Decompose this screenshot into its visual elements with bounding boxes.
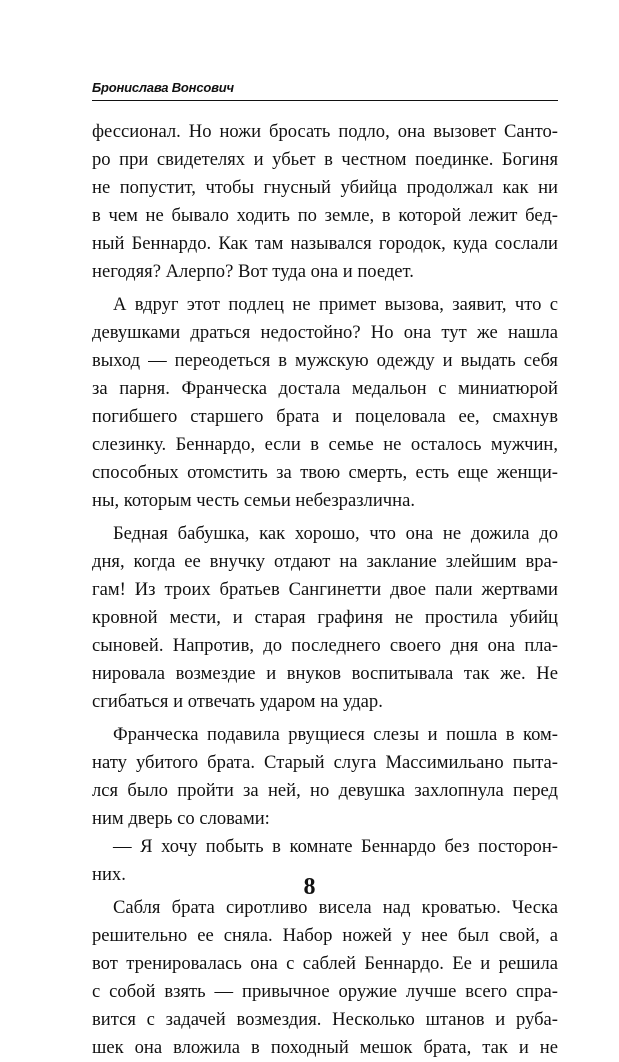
text-line: за парня. Франческа достала медальон с миниатюрой bbox=[92, 378, 558, 399]
text-line: в чем не бывало ходить по земле, в которой лежит бед- bbox=[92, 205, 558, 226]
paragraph bbox=[92, 291, 558, 515]
text-line: девушками драться недостойно? Но она тут же нашла bbox=[92, 322, 558, 343]
text-line: не попустит, чтобы гнусный убийца продолжал как ни bbox=[92, 177, 558, 198]
author-name: Бронислава Вонсович bbox=[92, 80, 234, 95]
text-line: кровной мести, и старая графиня не простила убийц bbox=[92, 607, 558, 628]
text-line: слезинку. Беннардо, если в семье не осталось мужчин, bbox=[92, 434, 558, 455]
text-line: ный Беннардо. Как там назывался городок, куда сослали bbox=[92, 233, 558, 254]
text-line: дня, когда ее внучку отдают на заклание злейшим вра- bbox=[92, 551, 558, 572]
paragraph bbox=[92, 520, 558, 716]
header-rule bbox=[92, 100, 558, 101]
page-number: 8 bbox=[303, 874, 316, 900]
text-line: лся было пройти за ней, но девушка захлопнула перед bbox=[92, 780, 558, 801]
text-line: сгибаться и отвечать ударом на удар. bbox=[92, 691, 383, 712]
text-line: ны, которым честь семьи небезразлична. bbox=[92, 490, 415, 511]
text-line: нату убитого брата. Старый слуга Массимильано пыта- bbox=[92, 752, 558, 773]
text-line: А вдруг этот подлец не примет вызова, заявит, что с bbox=[113, 294, 558, 315]
text-line: негодяя? Алерпо? Вот туда она и поедет. bbox=[92, 261, 414, 282]
paragraph bbox=[92, 721, 558, 833]
text-line: ним дверь со словами: bbox=[92, 808, 270, 829]
text-line: Бедная бабушка, как хорошо, что она не дожила до bbox=[113, 523, 558, 544]
text-line: — Я хочу побыть в комнате Беннардо без посторон- bbox=[113, 836, 558, 857]
text-line: с собой взять — привычное оружие лучше всего спра- bbox=[92, 981, 558, 1002]
text-line: гам! Из троих братьев Сангинетти двое пали жертвами bbox=[92, 579, 558, 600]
body-text bbox=[92, 118, 558, 1062]
text-line: фессионал. Но ножи бросать подло, она вызовет Санто- bbox=[92, 121, 558, 142]
text-line: нировала возмездие и внуков воспитывала так же. Не bbox=[92, 663, 558, 684]
paragraph bbox=[92, 118, 558, 286]
text-line: вот тренировалась она с саблей Беннардо. Ее и решила bbox=[92, 953, 558, 974]
text-line: них. bbox=[92, 864, 126, 885]
text-line: Франческа подавила рвущиеся слезы и пошла в ком- bbox=[113, 724, 558, 745]
text-line: вится с задачей возмездия. Несколько штанов и руба- bbox=[92, 1009, 558, 1030]
text-line: сыновей. Напротив, до последнего своего дня она пла- bbox=[92, 635, 558, 656]
text-line: ро при свидетелях и убьет в честном поединке. Богиня bbox=[92, 149, 558, 170]
paragraph bbox=[92, 894, 558, 1062]
text-line: шек она вложила в походный мешок брата, так и не bbox=[92, 1037, 558, 1058]
text-line: решительно ее сняла. Набор ножей у нее был свой, а bbox=[92, 925, 558, 946]
text-line: способных отомстить за твою смерть, есть еще женщи- bbox=[92, 462, 558, 483]
text-line: Сабля брата сиротливо висела над кроватью. Ческа bbox=[113, 897, 558, 918]
text-line: погибшего старшего брата и поцеловала ее, смахнув bbox=[92, 406, 558, 427]
running-header bbox=[92, 80, 558, 104]
text-line: выход — переодеться в мужскую одежду и выдать себя bbox=[92, 350, 558, 371]
